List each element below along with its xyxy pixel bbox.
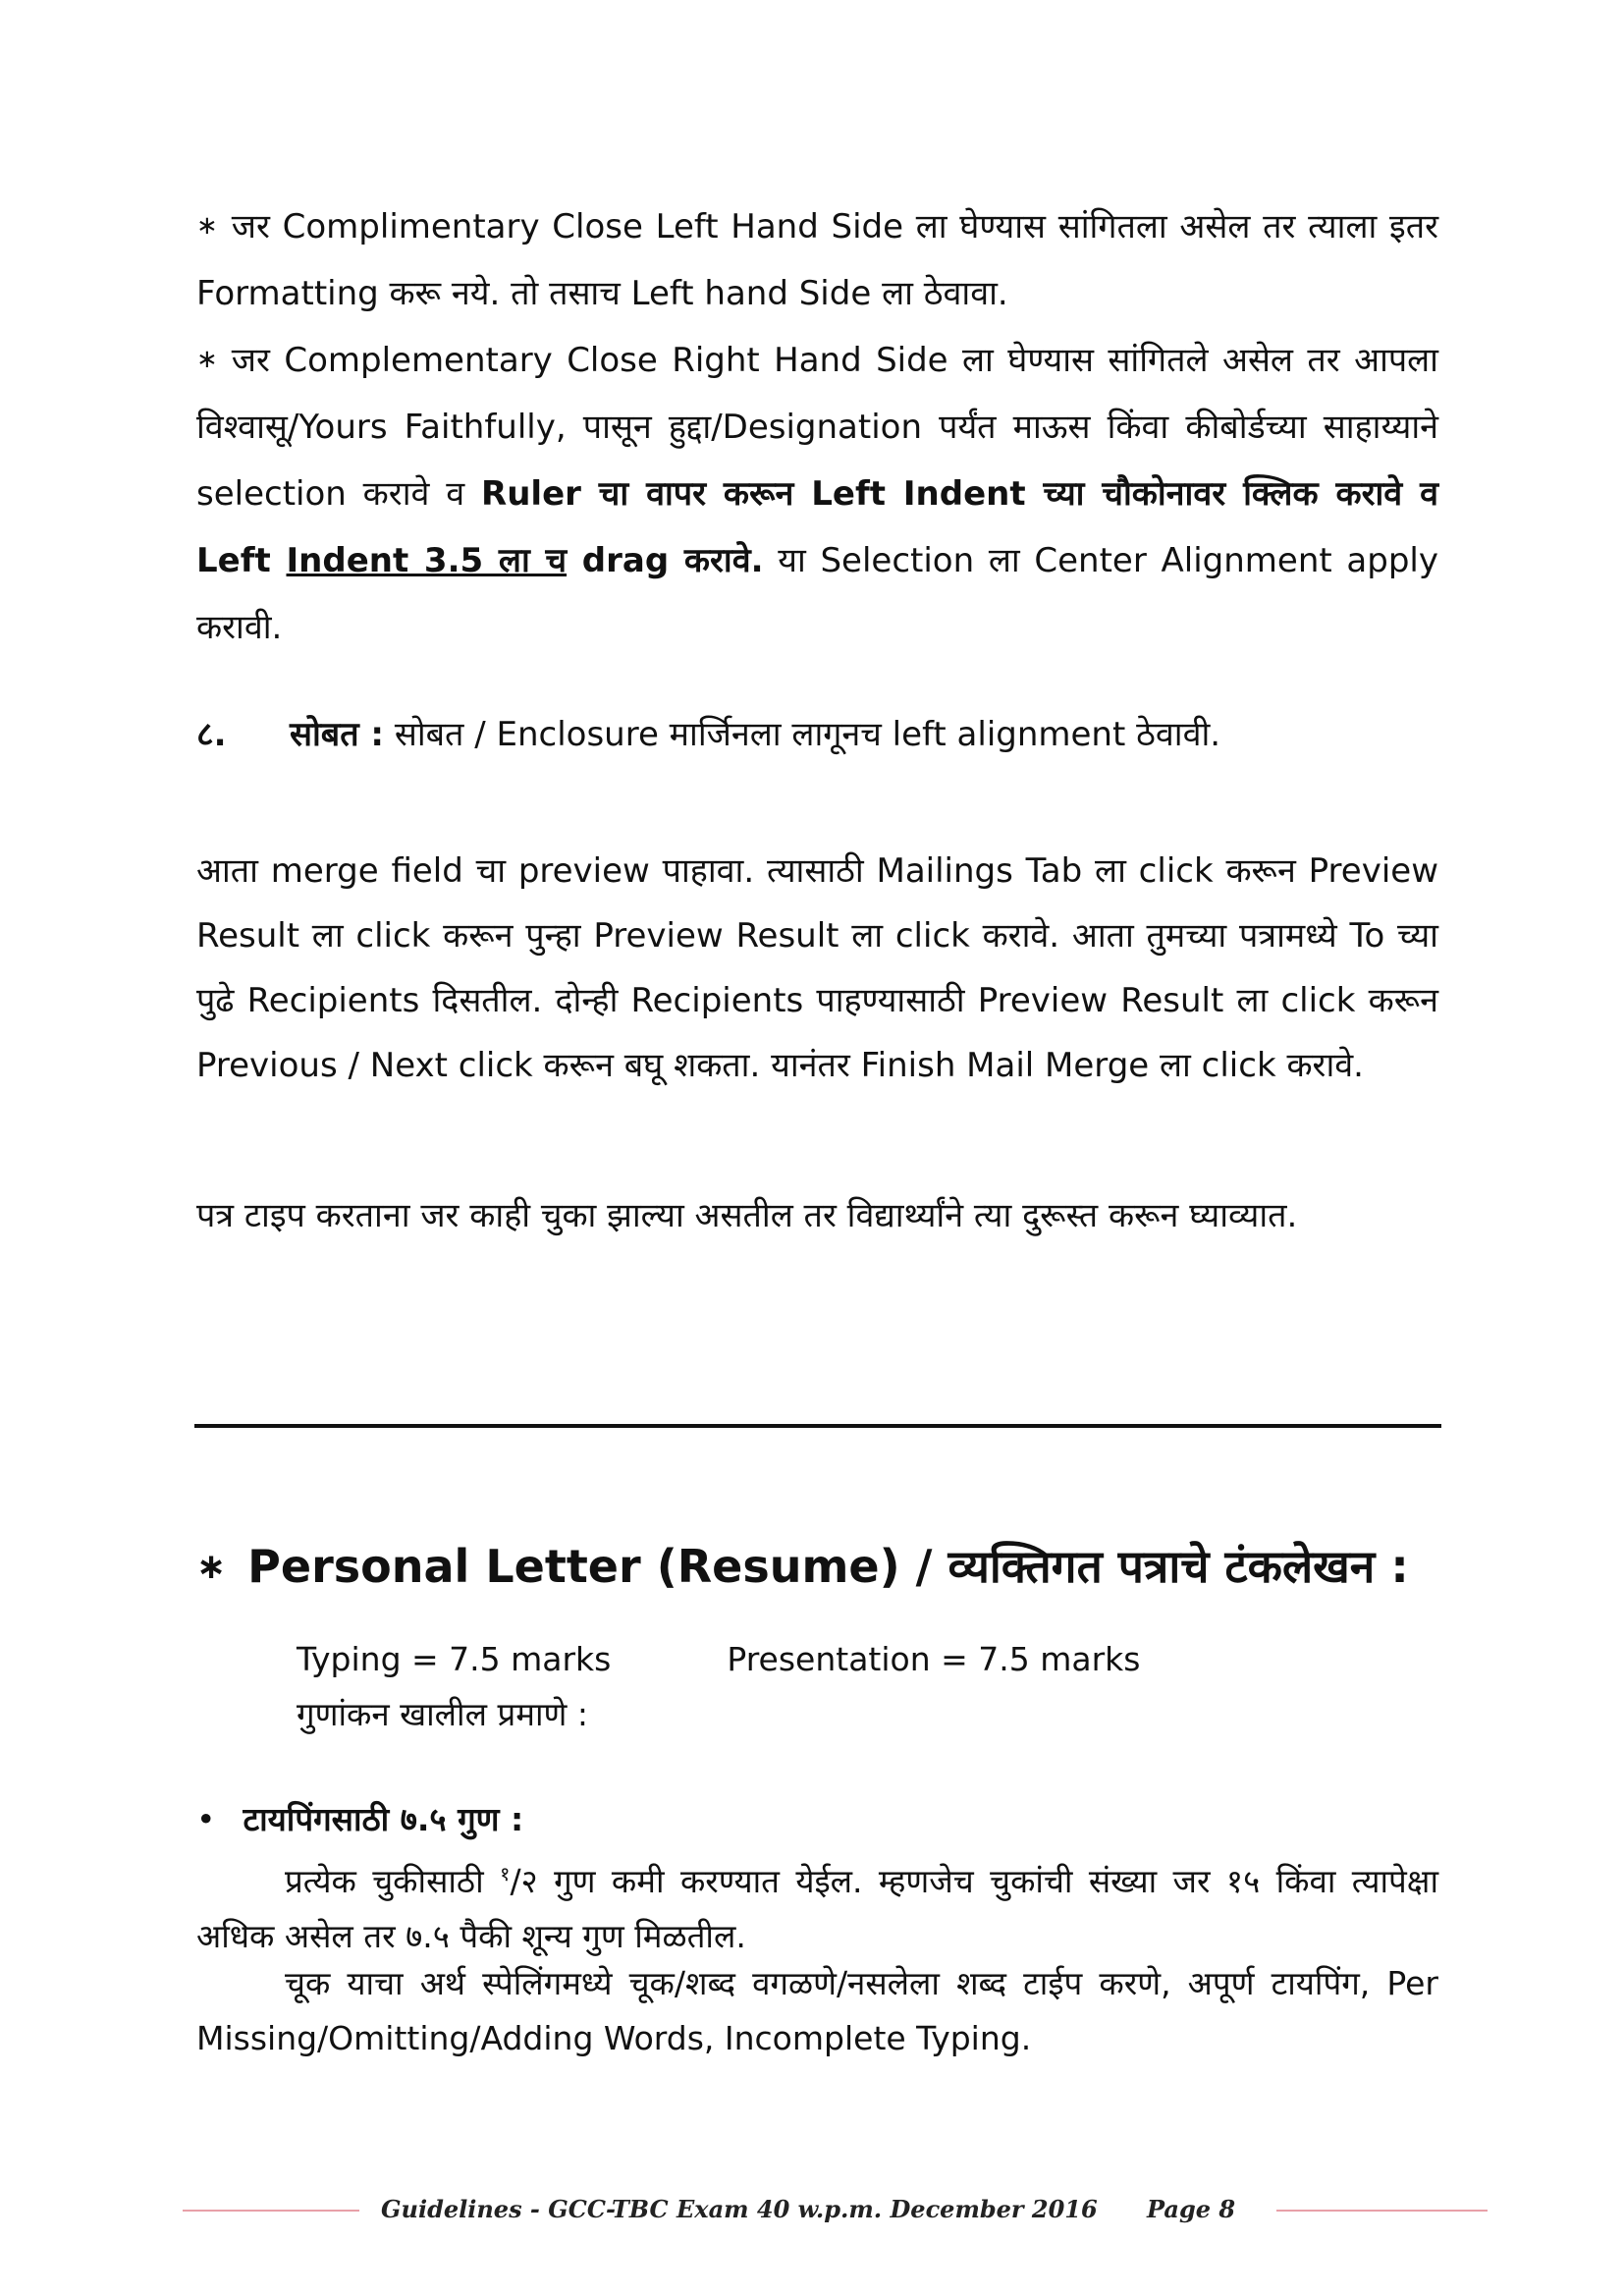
error-definition-paragraph: चूक याचा अर्थ स्पेलिंगमध्ये चूक/शब्द वगळणे/नसलेला शब्द टाईप करणे, अपूर्ण टायपिंग, Per Missing/Omitting/Adding Words, Incomplete Typing. bbox=[196, 1964, 1438, 2057]
note-text-b: या Selection ला Center Alignment apply करावी. bbox=[196, 541, 1438, 647]
page-number: Page 8 bbox=[1147, 2195, 1236, 2223]
section-heading bbox=[196, 1532, 1409, 1602]
typing-rule-a: प्रत्येक चुकीसाठी bbox=[285, 1862, 501, 1900]
section-divider bbox=[194, 1424, 1441, 1428]
item-label: सोबत : bbox=[290, 715, 385, 754]
footer-rule-left bbox=[183, 2210, 359, 2212]
footer-text: Guidelines - GCC-TBC Exam 40 w.p.m. December 2016 bbox=[381, 2195, 1098, 2223]
note-underlined: Indent 3.5 ला च bbox=[286, 541, 568, 580]
asterisk-icon: ∗ bbox=[196, 345, 218, 374]
item-number: ८. bbox=[196, 715, 227, 754]
typing-rule-paragraph bbox=[196, 1846, 1438, 1964]
note-bold-b: drag करावे. bbox=[567, 541, 764, 580]
correction-paragraph: पत्र टाइप करताना जर काही चुका झाल्या असतील तर विद्यार्थ्यांने त्या दुरूस्त करून घ्याव्यात. bbox=[196, 1196, 1298, 1235]
asterisk-icon: ∗ bbox=[196, 1547, 227, 1587]
footer-rule-right bbox=[1276, 2210, 1488, 2212]
page-footer bbox=[0, 2190, 1624, 2229]
marks-line bbox=[297, 1632, 1140, 1687]
typing-heading-text: टायपिंगसाठी ७.५ गुण : bbox=[243, 1800, 524, 1838]
note-text: जर Complimentary Close Left Hand Side ला घेण्यास सांगितला असेल तर त्याला इतर Formatting करू नये. तो तसाच Left hand Side ला ठेवावा. bbox=[196, 207, 1438, 313]
scoring-note: गुणांकन खालील प्रमाणे : bbox=[297, 1695, 588, 1733]
bullet-icon: • bbox=[196, 1800, 216, 1838]
item-text: सोबत / Enclosure मार्जिनला लागूनच left alignment ठेवावी. bbox=[384, 715, 1221, 754]
typing-heading bbox=[196, 1795, 523, 1844]
typing-marks: Typing = 7.5 marks bbox=[297, 1640, 612, 1678]
note-text-a: जर Complementary Close Right Hand Side ला घेण्यास सांगितले असेल तर आपला विश्वासू/Yours Faithfully, पासून हुद्दा/Designation पर्यंत माऊस किंवा कीबोर्डच्या साहाय्याने selection करावे व bbox=[196, 341, 1438, 514]
section-title: Personal Letter (Resume) / व्यक्तिगत पत्राचे टंकलेखन : bbox=[247, 1540, 1409, 1593]
presentation-marks: Presentation = 7.5 marks bbox=[727, 1640, 1141, 1678]
note-complementary-right bbox=[196, 326, 1438, 661]
typing-rule-b: /२ गुण कमी करण्यात येईल. म्हणजेच चुकांची संख्या जर १५ किंवा त्यापेक्षा अधिक असेल तर ७.५ पैकी शून्य गुण मिळतील. bbox=[196, 1862, 1438, 1955]
fraction-numerator: १ bbox=[500, 1862, 511, 1886]
item-enclosure bbox=[196, 705, 1220, 764]
note-complimentary-left bbox=[196, 192, 1438, 327]
note-bold-a: Ruler चा वापर करून Left Indent च्या चौकोनावर क्लिक करावे व Left bbox=[196, 474, 1438, 580]
preview-paragraph: आता merge field चा preview पाहावा. त्यासाठी Mailings Tab ला click करून Preview Result ला click करून पुन्हा Preview Result ला click करावे. आता तुमच्या पत्रामध्ये To च्या पुढे Recipients दिसतील. दोन्ही Recipients पाहण्यासाठी Preview Result ला click करून Previous / Next click करून बघू शकता. यानंतर Finish Mail Merge ला click करावे. bbox=[196, 851, 1438, 1085]
asterisk-icon: ∗ bbox=[196, 211, 218, 241]
